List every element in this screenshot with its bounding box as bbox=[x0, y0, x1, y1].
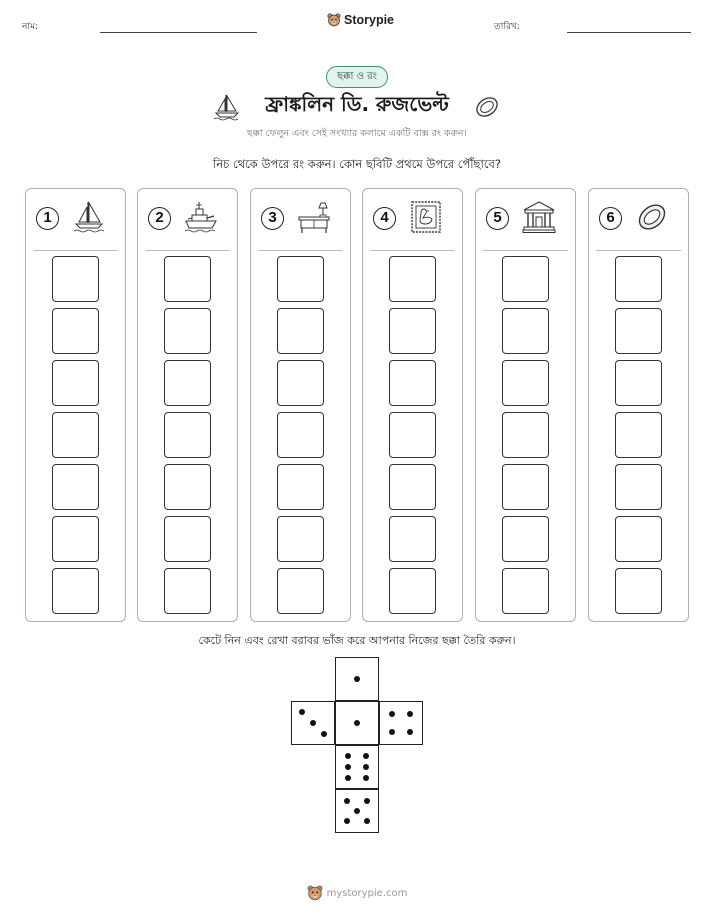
dice-pip bbox=[321, 731, 327, 737]
bear-mascot-icon bbox=[307, 885, 323, 901]
dice-pip bbox=[345, 753, 351, 759]
column-number: 6 bbox=[599, 207, 622, 230]
color-box[interactable] bbox=[615, 256, 662, 302]
color-box[interactable] bbox=[389, 568, 436, 614]
color-box[interactable] bbox=[164, 412, 211, 458]
color-box[interactable] bbox=[502, 256, 549, 302]
building-icon bbox=[521, 199, 557, 235]
title-ring-icon bbox=[472, 92, 502, 122]
dice-face-4 bbox=[379, 701, 423, 745]
column-divider bbox=[258, 250, 343, 251]
dice-pip bbox=[364, 798, 370, 804]
color-box[interactable] bbox=[164, 360, 211, 406]
color-box[interactable] bbox=[615, 360, 662, 406]
dice-pip bbox=[389, 729, 395, 735]
bear-mascot-icon bbox=[327, 13, 341, 27]
color-box[interactable] bbox=[277, 412, 324, 458]
color-box[interactable] bbox=[502, 516, 549, 562]
color-box[interactable] bbox=[502, 568, 549, 614]
color-box[interactable] bbox=[389, 464, 436, 510]
dice-pip bbox=[389, 711, 395, 717]
color-box[interactable] bbox=[389, 256, 436, 302]
cut-fold-instruction: কেটে নিন এবং রেখা বরাবর ভাঁজ করে আপনার নিজের ছক্কা তৈরি করুন। bbox=[198, 634, 516, 647]
warship-icon bbox=[183, 199, 219, 235]
column-divider bbox=[370, 250, 455, 251]
color-box[interactable] bbox=[615, 516, 662, 562]
color-box[interactable] bbox=[277, 516, 324, 562]
color-box[interactable] bbox=[615, 568, 662, 614]
color-box[interactable] bbox=[615, 464, 662, 510]
color-box[interactable] bbox=[277, 308, 324, 354]
dice-pip bbox=[344, 798, 350, 804]
dice-pip bbox=[363, 775, 369, 781]
color-box[interactable] bbox=[277, 360, 324, 406]
dice-face-5 bbox=[335, 789, 379, 833]
color-box[interactable] bbox=[277, 568, 324, 614]
dice-pip bbox=[407, 711, 413, 717]
color-box[interactable] bbox=[502, 308, 549, 354]
stamp-icon bbox=[408, 199, 444, 235]
column-number: 3 bbox=[261, 207, 284, 230]
column-4 bbox=[362, 188, 463, 622]
column-divider bbox=[596, 250, 681, 251]
color-box[interactable] bbox=[389, 308, 436, 354]
brand-logo bbox=[327, 13, 394, 27]
column-1 bbox=[25, 188, 126, 622]
color-box[interactable] bbox=[389, 412, 436, 458]
color-box[interactable] bbox=[52, 464, 99, 510]
color-box[interactable] bbox=[389, 360, 436, 406]
column-number: 2 bbox=[148, 207, 171, 230]
date-line[interactable] bbox=[567, 32, 691, 33]
dice-pip bbox=[344, 818, 350, 824]
dice-pip bbox=[345, 775, 351, 781]
color-box[interactable] bbox=[52, 308, 99, 354]
page-subtitle: ছক্কা ফেলুন এবং সেই সংখ্যার কলামে একটি বাক্স রং করুন। bbox=[247, 128, 467, 139]
dice-pip bbox=[354, 808, 360, 814]
color-box[interactable] bbox=[277, 256, 324, 302]
dice-face-3 bbox=[291, 701, 335, 745]
color-box[interactable] bbox=[52, 360, 99, 406]
column-number: 5 bbox=[486, 207, 509, 230]
column-5 bbox=[475, 188, 576, 622]
brand-name: Storypie bbox=[344, 13, 395, 27]
dice-face-1 bbox=[335, 657, 379, 701]
column-divider bbox=[145, 250, 230, 251]
date-label: তারিখ: bbox=[494, 22, 520, 32]
color-box[interactable] bbox=[52, 568, 99, 614]
column-2 bbox=[137, 188, 238, 622]
dice-pip bbox=[345, 764, 351, 770]
dice-pip bbox=[354, 676, 360, 682]
column-6 bbox=[588, 188, 689, 622]
column-3 bbox=[250, 188, 351, 622]
dice-face-1 bbox=[335, 701, 379, 745]
footer bbox=[0, 885, 714, 901]
color-box[interactable] bbox=[615, 308, 662, 354]
color-box[interactable] bbox=[164, 308, 211, 354]
color-box[interactable] bbox=[502, 360, 549, 406]
color-box[interactable] bbox=[52, 412, 99, 458]
column-divider bbox=[33, 250, 118, 251]
column-number: 4 bbox=[373, 207, 396, 230]
color-box[interactable] bbox=[164, 256, 211, 302]
color-box[interactable] bbox=[502, 412, 549, 458]
footer-url[interactable]: mystorypie.com bbox=[326, 887, 408, 899]
color-box[interactable] bbox=[277, 464, 324, 510]
dice-pip bbox=[363, 764, 369, 770]
name-line[interactable] bbox=[100, 32, 257, 33]
name-label: নাম: bbox=[22, 22, 39, 32]
color-box[interactable] bbox=[164, 568, 211, 614]
color-box[interactable] bbox=[389, 516, 436, 562]
ring-icon bbox=[634, 199, 670, 235]
color-box[interactable] bbox=[164, 464, 211, 510]
dice-face-6 bbox=[335, 745, 379, 789]
category-badge: ছক্কা ও রং bbox=[326, 66, 388, 88]
color-box[interactable] bbox=[164, 516, 211, 562]
dice-pip bbox=[299, 709, 305, 715]
desk-lamp-icon bbox=[296, 199, 332, 235]
color-box[interactable] bbox=[52, 516, 99, 562]
dice-pip bbox=[364, 818, 370, 824]
sailboat-icon bbox=[71, 199, 107, 235]
color-box[interactable] bbox=[502, 464, 549, 510]
column-divider bbox=[483, 250, 568, 251]
column-number: 1 bbox=[36, 207, 59, 230]
dice-pip bbox=[354, 720, 360, 726]
page-title: ফ্রাঙ্কলিন ডি. রুজভেল্ট bbox=[265, 92, 449, 116]
dice-pip bbox=[407, 729, 413, 735]
color-box[interactable] bbox=[52, 256, 99, 302]
dice-pip bbox=[310, 720, 316, 726]
color-box[interactable] bbox=[615, 412, 662, 458]
instruction-text: নিচ থেকে উপরে রং করুন। কোন ছবিটি প্রথমে উপরে পৌঁছাবে? bbox=[213, 157, 501, 171]
dice-pip bbox=[363, 753, 369, 759]
